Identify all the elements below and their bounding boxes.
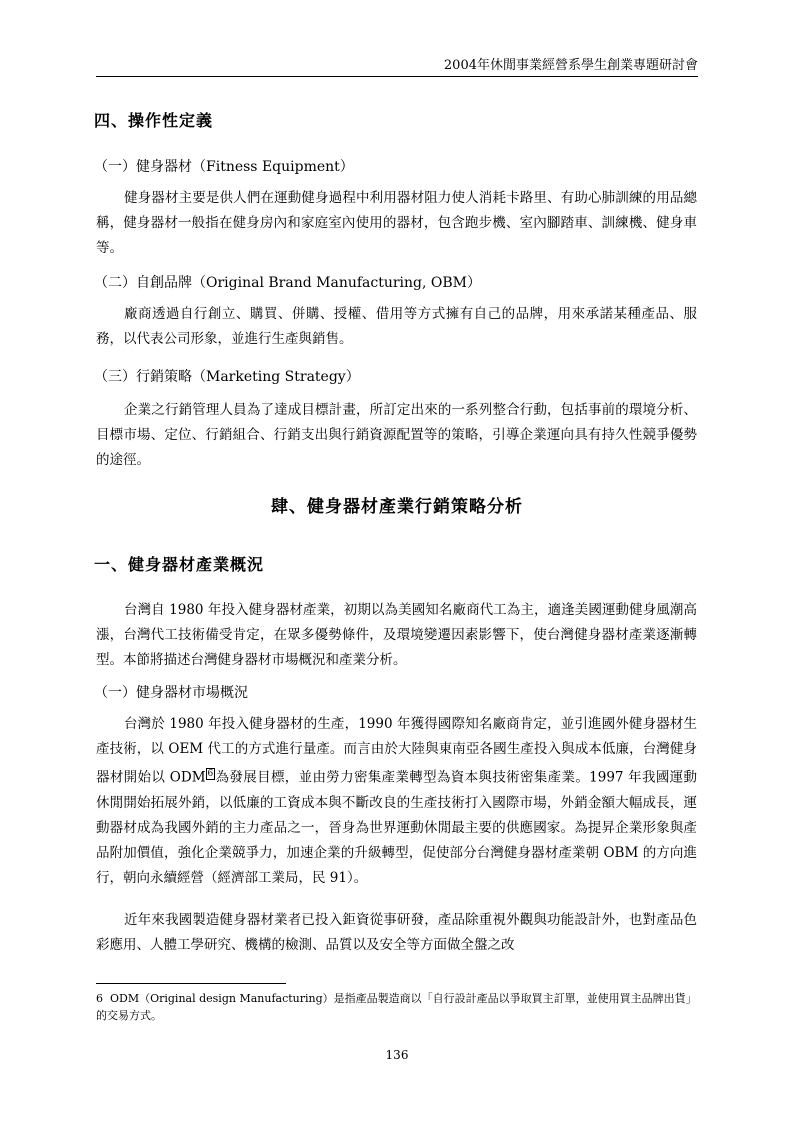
- chapter-title: 肆、健身器材產業行銷策略分析: [271, 497, 523, 517]
- market-paragraph: [96, 712, 697, 891]
- section-1-title: 一、健身器材產業概況: [94, 555, 265, 574]
- running-header: 2004年休閒事業經營系學生創業專題研討會: [443, 58, 698, 73]
- def-1-text: 健身器材主要是供人們在運動健身過程中利用器材阻力使人消耗卡路里、有助心肺訓練的用品總稱，健身器材一般指在健身房內和家庭室內使用的器材，包含跑步機、室內腳踏車、訓練機、健身車等。: [96, 190, 697, 256]
- section-4-title: 四、操作性定義: [94, 111, 214, 130]
- market-text-part-2: 為發展目標，並由勞力密集產業轉型為資本與技術密集產業。1997 年我國運動休閒開始拓展外銷，以低廉的工資成本與不斷改良的生產技術打入國際市場，外銷金額大幅成長，運動器材成為我國外銷的主力產品之一，晉身為世界運動休閒最主要的供應國家。為提昇企業形象與產品附加價值，強化企業競爭力，加速企業的升級轉型，促使部分台灣健身器材產業朝 OBM 的方向進行，朝向永續經營（經濟部工業局，民 91）。: [96, 769, 697, 886]
- market-text-part-1: 台灣於 1980 年投入健身器材的生產，1990 年獲得國際知名廠商肯定，並引進國外健身器材生產技術，以 OEM 代工的方式進行量產。而言由於大陸與東南亞各國生產投入與成本低廉，台灣健身器材開始以 ODM: [96, 716, 697, 786]
- footnote: [96, 990, 697, 1024]
- def-1-title: （一）健身器材（Fitness Equipment）: [94, 159, 354, 175]
- def-2-text: 廠商透過自行創立、購買、併購、授權、借用等方式擁有自己的品牌，用來承諾某種產品、服務，以代表公司形象，並進行生產與銷售。: [96, 306, 697, 347]
- footnote-ref: 6: [207, 769, 214, 779]
- intro-paragraph: 台灣自 1980 年投入健身器材產業，初期以為美國知名廠商代工為主，適逢美國運動健身風潮高漲，台灣代工技術備受肯定，在眾多優勢條件，及環境變遷因素影響下，使台灣健身器材產業逐漸轉型。本節將描述台灣健身器材市場概況和產業分析。: [96, 602, 697, 668]
- subsection-1-title: （一）健身器材市場概況: [94, 685, 248, 701]
- def-2-title: （二）自創品牌（Original Brand Manufacturing, OBM）: [94, 275, 482, 291]
- rd-paragraph: 近年來我國製造健身器材業者已投入鉅資從事研發，產品除重視外觀與功能設計外，也對產品色彩應用、人體工學研究、機構的檢測、品質以及安全等方面做全盤之改: [96, 912, 697, 953]
- footnote-number: 6: [96, 992, 103, 1005]
- footnote-text: ODM（Original design Manufacturing）是指產品製造商以「自行設計產品以爭取買主訂單，並使用買主品牌出貨」的交易方式。: [96, 992, 697, 1022]
- header-rule: [96, 76, 698, 77]
- def-3-title: （三）行銷策略（Marketing Strategy）: [94, 369, 360, 385]
- page-number: 136: [385, 1048, 409, 1062]
- def-3-text: 企業之行銷管理人員為了達成目標計畫，所訂定出來的一系列整合行動，包括事前的環境分析、目標市場、定位、行銷組合、行銷支出與行銷資源配置等的策略，引導企業運向具有持久性競爭優勢的途徑。: [96, 402, 697, 468]
- footnote-rule: [96, 983, 286, 984]
